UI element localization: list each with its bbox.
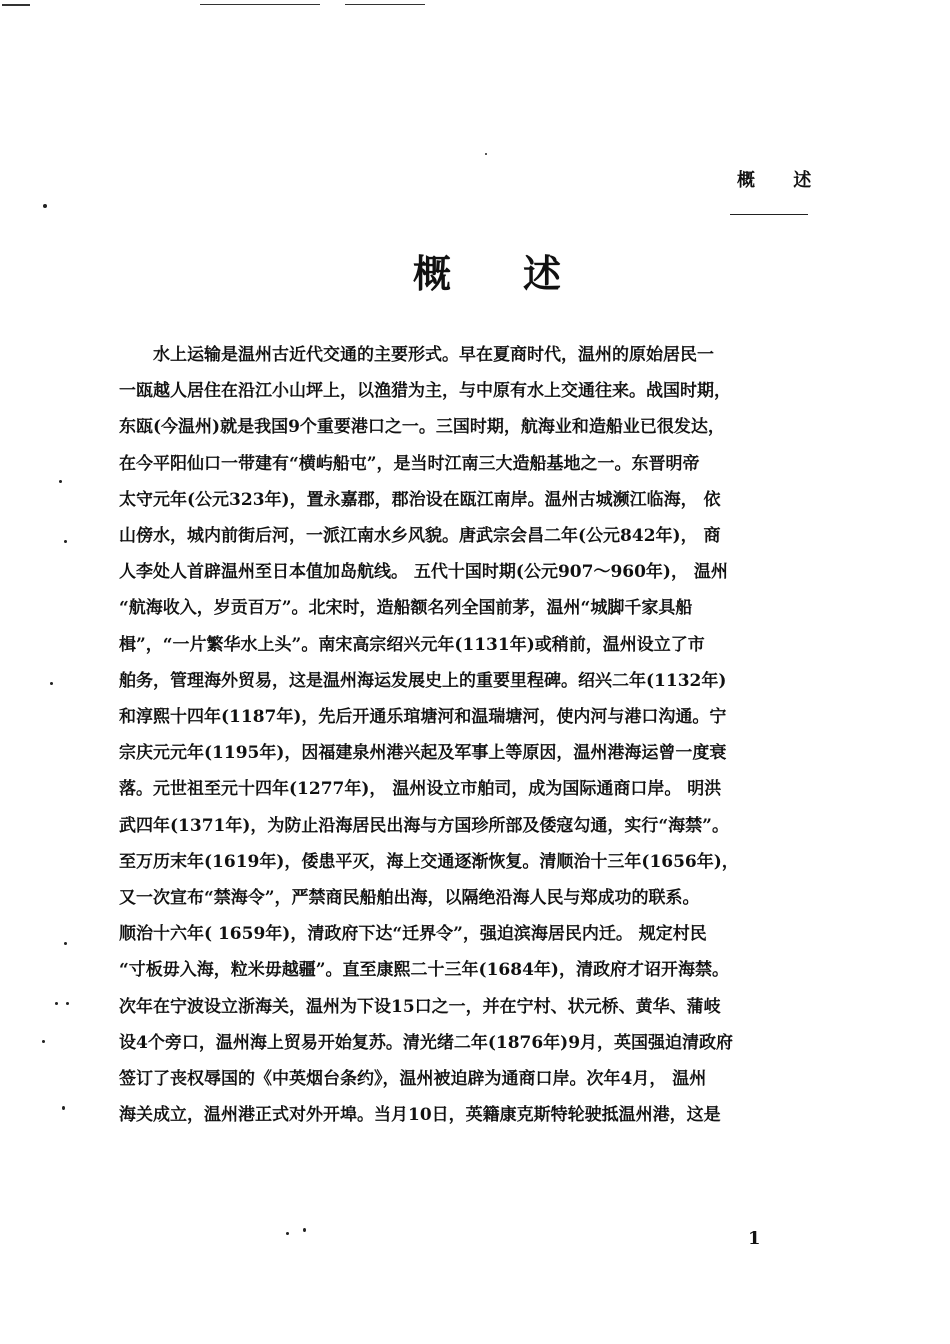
scan-speck xyxy=(62,1106,65,1110)
text-line: 设4个旁口，温州海上贸易开始复苏。清光绪二年(1876年)9月，英国强迫清政府 xyxy=(119,1032,734,1053)
text-line: 太守元年(公元323年)，置永嘉郡，郡治设在瓯江南岸。温州古城濒江临海， 依 xyxy=(119,489,721,510)
scan-speck xyxy=(50,682,53,685)
body-paragraph xyxy=(119,337,811,1133)
text-line: “寸板毋入海，粒米毋越疆”。直至康熙二十三年(1684年)，清政府才诏开海禁。 xyxy=(119,960,729,981)
scan-artifact xyxy=(2,4,30,6)
text-line: 水上运输是温州古近代交通的主要形式。早在夏商时代，温州的原始居民一 xyxy=(153,345,714,365)
scan-speck xyxy=(42,1040,45,1043)
text-line: 山傍水，城内前街后河，一派江南水乡风貌。唐武宗会昌二年(公元842年)， 商 xyxy=(119,526,721,547)
text-line: 落。元世祖至元十四年(1277年)， 温州设立市舶司，成为国际通商口岸。 明洪 xyxy=(119,779,722,800)
header-rule xyxy=(730,214,808,215)
scan-speck xyxy=(303,1228,306,1232)
scan-speck xyxy=(55,1002,58,1005)
text-line: 和淳熙十四年(1187年)，先后开通乐琯塘河和温瑞塘河，使内河与港口沟通。宁 xyxy=(119,707,727,728)
scan-artifact xyxy=(200,4,320,5)
text-line: 海关成立，温州港正式对外开埠。当月10日，英籍康克斯特轮驶抵温州港，这是 xyxy=(119,1105,721,1126)
text-line: 人李处人首辟温州至日本值加岛航线。 五代十国时期(公元907～960年)， 温州 xyxy=(119,562,728,583)
text-line: 一瓯越人居住在沿江小山坪上，以渔猎为主，与中原有水上交通往来。战国时期， xyxy=(119,381,731,402)
text-line: 楫”，“一片繁华水上头”。南宋高宗绍兴元年(1131年)或稍前，温州设立了市 xyxy=(119,634,705,655)
scan-speck xyxy=(64,942,67,945)
text-line: 在今平阳仙口一带建有“横屿船屯”，是当时江南三大造船基地之一。东晋明帝 xyxy=(119,453,700,474)
text-line: “航海收入，岁贡百万”。北宋时，造船额名列全国前茅，温州“城脚千家具船 xyxy=(119,598,693,619)
scan-speck xyxy=(286,1232,289,1235)
scan-speck xyxy=(64,540,67,543)
scan-speck xyxy=(66,1002,69,1005)
text-line: 次年在宁波设立浙海关，温州为下设15口之一，并在宁村、状元桥、黄华、蒲岐 xyxy=(119,996,721,1017)
text-line: 顺治十六年( 1659年)，清政府下达“迁界令”，强迫滨海居民内迁。 规定村民 xyxy=(119,924,707,945)
text-line: 武四年(1371年)，为防止沿海居民出海与方国珍所部及倭寇勾通，实行“海禁”。 xyxy=(119,815,729,836)
text-line: 东瓯(今温州)就是我国9个重要港口之一。三国时期，航海业和造船业已很发达， xyxy=(119,417,725,438)
text-line: 签订了丧权辱国的《中英烟台条约》，温州被迫辟为通商口岸。次年4月， 温州 xyxy=(119,1069,707,1090)
page-number: 1 xyxy=(748,1228,761,1249)
text-line: 又一次宣布“禁海令”，严禁商民船舶出海，以隔绝沿海人民与郑成功的联系。 xyxy=(119,888,700,909)
text-line: 舶务，管理海外贸易，这是温州海运发展史上的重要里程碑。绍兴二年(1132年) xyxy=(119,670,727,691)
scan-artifact xyxy=(345,4,425,5)
scan-speck xyxy=(59,480,62,483)
scan-speck xyxy=(485,153,487,155)
scan-speck xyxy=(43,204,47,208)
text-line: 至万历末年(1619年)，倭患平灭，海上交通逐渐恢复。清顺治十三年(1656年)， xyxy=(119,851,739,872)
text-line: 宗庆元元年(1195年)，因福建泉州港兴起及军事上等原因，温州港海运曾一度衰 xyxy=(119,743,727,764)
page-title: 概述 xyxy=(413,251,634,296)
running-header: 概 述 xyxy=(737,170,828,191)
